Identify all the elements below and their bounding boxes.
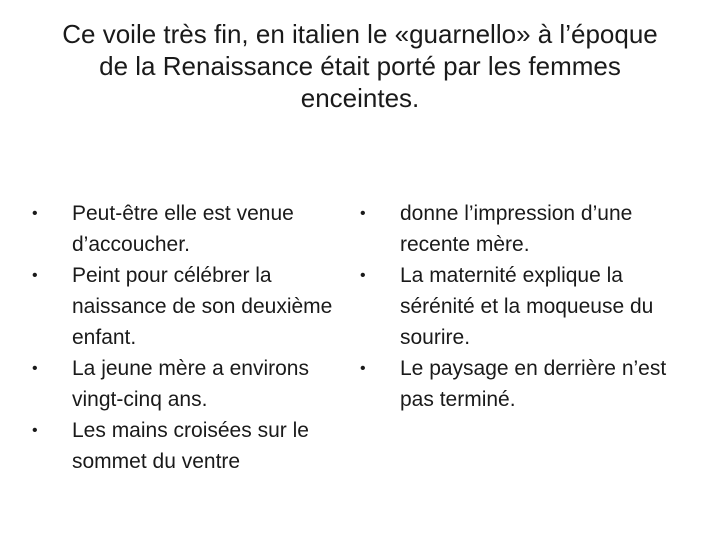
bullet-icon: • <box>32 267 38 284</box>
list-item-text: Le paysage en derrière n’est pas terminé. <box>400 357 667 411</box>
bullet-icon: • <box>360 267 366 284</box>
list-item <box>358 353 688 415</box>
slide-title: Ce voile très fin, en italien le «guarnello» à l’époque de la Renaissance était porté par les femmes enceintes. <box>62 19 658 113</box>
bullet-icon: • <box>360 360 366 377</box>
bullet-icon: • <box>360 205 366 222</box>
list-item-text: La jeune mère a environs vingt-cinq ans. <box>72 357 309 411</box>
list-item <box>358 198 688 260</box>
bullet-icon: • <box>32 205 38 222</box>
list-item-text: La maternité explique la sérénité et la moqueuse du sourire. <box>400 264 654 349</box>
list-item-text: Peint pour célébrer la naissance de son deuxième enfant. <box>72 264 333 349</box>
bullet-icon: • <box>32 422 38 439</box>
right-bullet-list <box>358 198 688 415</box>
list-item-text: Peut-être elle est venue d’accoucher. <box>72 202 294 256</box>
list-item-text: Les mains croisées sur le sommet du ventre <box>72 419 309 473</box>
bullet-icon: • <box>32 360 38 377</box>
left-bullet-list <box>30 198 350 477</box>
list-item <box>358 260 688 353</box>
list-item <box>30 260 350 353</box>
list-item-text: donne l’impression d’une recente mère. <box>400 202 633 256</box>
list-item <box>30 198 350 260</box>
list-item <box>30 415 350 477</box>
list-item <box>30 353 350 415</box>
